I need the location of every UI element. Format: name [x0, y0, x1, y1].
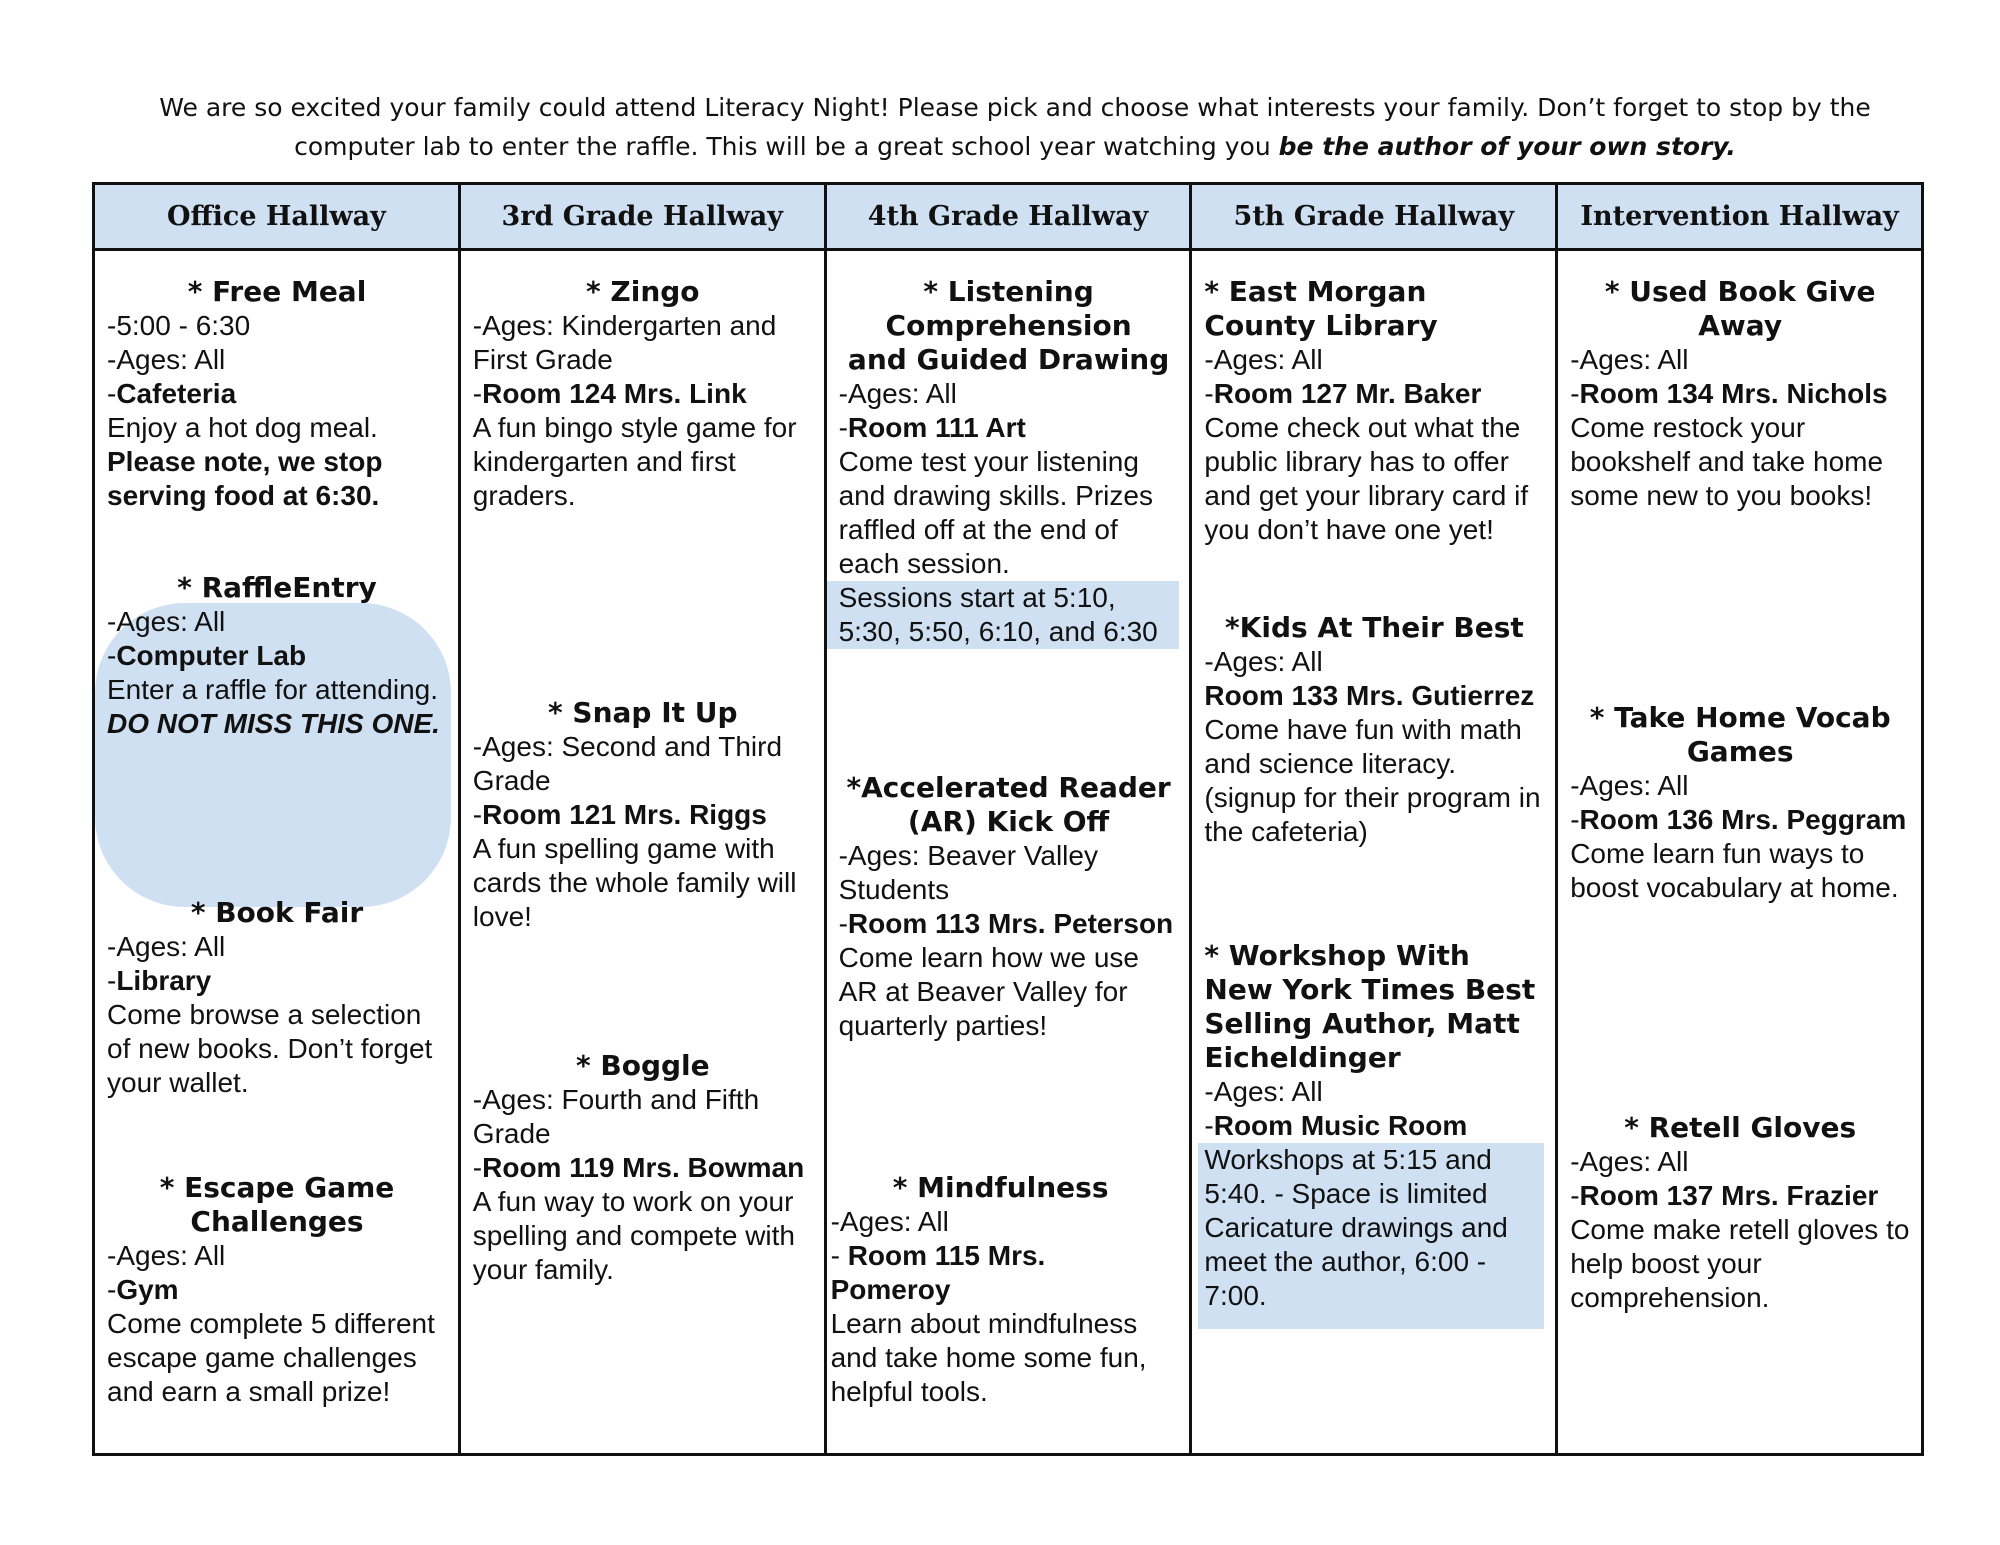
- activity-ages: -Ages: All: [1570, 344, 1689, 375]
- activity-time: -5:00 - 6:30: [107, 310, 251, 341]
- activity-book-fair: [107, 896, 447, 1100]
- activity-ages: -Ages: Beaver Valley Students: [838, 840, 1098, 905]
- activity-ages: -Ages: All: [838, 378, 957, 409]
- table-body-row: [94, 250, 1923, 1455]
- activity-description: Enjoy a hot dog meal.: [107, 412, 378, 443]
- activity-title: * Take Home Vocab Games: [1589, 701, 1891, 768]
- activity-description: Come learn fun ways to boost vocabulary at home.: [1570, 838, 1899, 903]
- activity-description: Come have fun with math and science literacy. (signup for their program in the cafeteria): [1204, 714, 1541, 847]
- activity-description: Come test your listening and drawing skills. Prizes raffled off at the end of each session.: [838, 446, 1153, 579]
- column-intervention-hallway: [1557, 250, 1923, 1455]
- header-intervention-hallway: Intervention Hallway: [1557, 184, 1923, 250]
- activity-note: DO NOT MISS THIS ONE.: [107, 708, 440, 739]
- activity-author-workshop: [1204, 939, 1544, 1329]
- activity-retell-gloves: [1570, 1111, 1910, 1315]
- activity-title: * Workshop With New York Times Best Selling Author, Matt Eicheldinger: [1204, 939, 1536, 1074]
- activity-location: -Room 111 Art: [838, 412, 1026, 443]
- activity-location: -Cafeteria: [107, 378, 237, 409]
- intro-emphasis: be the author of your own story.: [1278, 132, 1736, 161]
- activity-location: -Room 137 Mrs. Frazier: [1570, 1180, 1879, 1211]
- activity-ages: -Ages: Second and Third Grade: [472, 731, 783, 796]
- activity-description: Come browse a selection of new books. Don’t forget your wallet.: [107, 999, 433, 1098]
- activity-location: -Room 121 Mrs. Riggs: [472, 799, 767, 830]
- activity-ages: -Ages: All: [1570, 770, 1689, 801]
- activity-ages: -Ages: All: [1204, 646, 1323, 677]
- activity-raffle-entry: [107, 571, 447, 741]
- activity-location: -Room 136 Mrs. Peggram: [1570, 804, 1907, 835]
- activity-title: * RaffleEntry: [177, 571, 377, 604]
- activity-location: -Room 124 Mrs. Link: [472, 378, 747, 409]
- activity-title: *Accelerated Reader (AR) Kick Off: [846, 771, 1171, 838]
- activity-description: Come check out what the public library has to offer and get your library card if you don’t have one yet!: [1204, 412, 1529, 545]
- activity-ages: -Ages: All: [1204, 1076, 1323, 1107]
- activity-description: Come complete 5 different escape game challenges and earn a small prize!: [107, 1308, 435, 1407]
- activity-listening-comprehension: [839, 275, 1179, 649]
- column-3rd-grade-hallway: [459, 250, 825, 1455]
- activity-description: Learn about mindfulness and take home some fun, helpful tools.: [830, 1308, 1147, 1407]
- activity-title: * Used Book Give Away: [1604, 275, 1876, 342]
- activity-ages: -Ages: All: [1204, 344, 1323, 375]
- activity-title: * Escape Game Challenges: [159, 1171, 395, 1238]
- activity-title: * Book Fair: [190, 896, 364, 929]
- activity-east-morgan-library: [1204, 275, 1544, 547]
- activity-ages: -Ages: All: [107, 344, 226, 375]
- header-4th-grade-hallway: 4th Grade Hallway: [825, 184, 1191, 250]
- activity-location: -Room 113 Mrs. Peterson: [838, 908, 1174, 939]
- activity-location: Room 133 Mrs. Gutierrez: [1204, 680, 1535, 711]
- activity-snap-it-up: [473, 696, 813, 934]
- activity-description: A fun bingo style game for kindergarten and first graders.: [472, 412, 797, 511]
- activity-zingo: [473, 275, 813, 513]
- intro-paragraph: [100, 88, 1930, 166]
- activity-location: - Room 115 Mrs. Pomeroy: [830, 1240, 1046, 1305]
- activity-title: * Boggle: [575, 1049, 710, 1082]
- activity-accelerated-reader: [839, 771, 1179, 1043]
- activity-description: Come learn how we use AR at Beaver Valley for quarterly parties!: [838, 942, 1139, 1041]
- table-header-row: [94, 184, 1923, 250]
- activity-location: -Room 134 Mrs. Nichols: [1570, 378, 1888, 409]
- activity-description: Enter a raffle for attending.: [107, 674, 439, 705]
- activity-ages: -Ages: All: [1570, 1146, 1689, 1177]
- activity-sessions: Sessions start at 5:10, 5:30, 5:50, 6:10, and 6:30: [827, 581, 1179, 649]
- activity-description: Come make retell gloves to help boost your comprehension.: [1570, 1214, 1910, 1313]
- activity-workshop-times: Workshops at 5:15 and 5:40. - Space is limited Caricature drawings and meet the author, 6:00 - 7:00.: [1198, 1143, 1544, 1329]
- activity-escape-game: [107, 1171, 447, 1409]
- activity-free-meal: [107, 275, 447, 513]
- column-4th-grade-hallway: [825, 250, 1191, 1455]
- activity-title: * Free Meal: [187, 275, 367, 308]
- activity-title: * East Morgan County Library: [1204, 275, 1438, 342]
- column-office-hallway: [94, 250, 460, 1455]
- activity-location: -Room 127 Mr. Baker: [1204, 378, 1482, 409]
- intro-text: We are so excited your family could attend Literacy Night! Please pick and choose what interests your family. Don’t forget to stop by the computer lab to enter the raffle. This will be a great school year watching you: [159, 93, 1871, 161]
- activity-ages: -Ages: Kindergarten and First Grade: [472, 310, 777, 375]
- header-3rd-grade-hallway: 3rd Grade Hallway: [459, 184, 825, 250]
- activity-location: -Gym: [107, 1274, 179, 1305]
- activity-note: Please note, we stop serving food at 6:30.: [107, 446, 383, 511]
- activity-title: * Mindfulness: [892, 1171, 1109, 1204]
- activity-location: -Library: [107, 965, 212, 996]
- activity-schedule-table: [92, 182, 1924, 1456]
- activity-title: * Snap It Up: [548, 696, 738, 729]
- activity-location: -Computer Lab: [107, 640, 307, 671]
- activity-title: * Zingo: [586, 275, 700, 308]
- activity-description: A fun way to work on your spelling and compete with your family.: [472, 1186, 795, 1285]
- activity-ages: -Ages: All: [107, 931, 226, 962]
- activity-mindfulness: [831, 1171, 1171, 1409]
- activity-description: Come restock your bookshelf and take home some new to you books!: [1570, 412, 1884, 511]
- activity-location: -Room Music Room: [1204, 1110, 1468, 1141]
- activity-kids-at-their-best: [1204, 611, 1544, 849]
- activity-ages: -Ages: All: [107, 1240, 226, 1271]
- activity-used-book-give-away: [1570, 275, 1910, 513]
- header-office-hallway: Office Hallway: [94, 184, 460, 250]
- header-5th-grade-hallway: 5th Grade Hallway: [1191, 184, 1557, 250]
- activity-title: * Retell Gloves: [1624, 1111, 1857, 1144]
- activity-description: A fun spelling game with cards the whole family will love!: [472, 833, 797, 932]
- activity-location: -Room 119 Mrs. Bowman: [472, 1152, 805, 1183]
- column-5th-grade-hallway: [1191, 250, 1557, 1455]
- activity-title: * Listening Comprehension and Guided Drawing: [847, 275, 1170, 376]
- activity-take-home-vocab: [1570, 701, 1910, 905]
- activity-title: *Kids At Their Best: [1225, 611, 1524, 644]
- activity-ages: -Ages: All: [830, 1206, 949, 1237]
- activity-ages: -Ages: All: [107, 606, 226, 637]
- activity-ages: -Ages: Fourth and Fifth Grade: [472, 1084, 760, 1149]
- activity-boggle: [473, 1049, 813, 1287]
